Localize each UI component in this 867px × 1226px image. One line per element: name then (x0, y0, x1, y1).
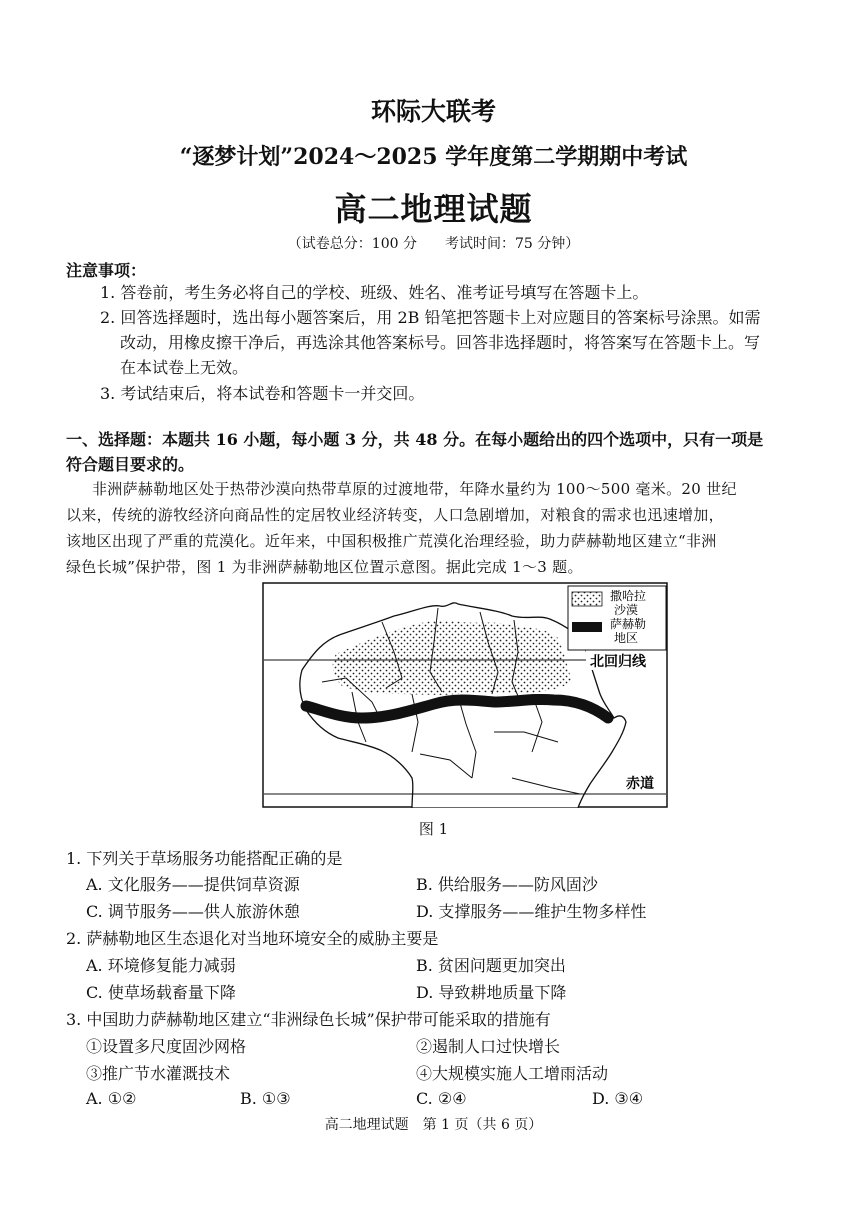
equator-label: 赤道 (626, 776, 654, 792)
q3-item-1: ①设置多尺度固沙网格 (86, 1037, 247, 1056)
q3-option-a: A. ①② (86, 1089, 137, 1108)
note-3: 3. 考试结束后，将本试卷和答题卡一并交回。 (100, 384, 425, 403)
q3-option-d: D. ③④ (592, 1089, 644, 1108)
passage-line-3: 该地区出现了严重的荒漠化。近年来，中国积极推广荒漠化治理经验，助力萨赫勒地区建立“非洲 (66, 532, 717, 550)
tropic-label: 北回归线 (590, 654, 646, 670)
section-heading-cont: 符合题目要求的。 (66, 455, 195, 474)
note-2-cont2: 在本试卷上无效。 (120, 358, 249, 377)
section-heading: 一、选择题：本题共 16 小题，每小题 3 分，共 48 分。在每小题给出的四个选项中，只有一项是 (66, 430, 764, 449)
q3-option-c: C. ②④ (416, 1089, 467, 1108)
q2-option-b: B. 贫困问题更加突出 (416, 956, 566, 975)
legend-sahel-label-1: 萨赫勒 (610, 617, 647, 631)
question-1-stem: 1. 下列关于草场服务功能搭配正确的是 (66, 849, 343, 868)
q1-option-c: C. 调节服务——供人旅游休憩 (86, 902, 300, 921)
notes-heading: 注意事项： (66, 261, 147, 280)
legend-desert-label-1: 撒哈拉 (610, 589, 647, 603)
map-legend (568, 586, 666, 650)
q2-option-d: D. 导致耕地质量下降 (416, 983, 567, 1002)
exam-meta: （试卷总分：100 分 考试时间：75 分钟） (287, 236, 580, 252)
exam-subtitle: “逐梦计划”2024～2025 学年度第二学期期中考试 (179, 144, 688, 170)
q3-item-2: ②遏制人口过快增长 (416, 1037, 561, 1056)
passage-line-1: 非洲萨赫勒地区处于热带沙漠向热带草原的过渡地带，年降水量约为 100～500 毫米。20 世纪 (92, 480, 737, 498)
q2-option-a: A. 环境修复能力减弱 (86, 956, 236, 975)
q3-item-4: ④大规模实施人工增雨活动 (416, 1064, 609, 1083)
legend-desert-label-2: 沙漠 (614, 603, 639, 617)
passage-line-4: 绿色长城”保护带，图 1 为非洲萨赫勒地区位置示意图。据此完成 1～3 题。 (66, 558, 583, 576)
sahel-map (262, 582, 668, 808)
note-2-cont: 改动，用橡皮擦干净后，再选涂其他答案标号。回答非选择题时，将答案写在答题卡上。写 (120, 333, 761, 352)
legend-sahel-swatch (572, 622, 602, 632)
q1-option-b: B. 供给服务——防风固沙 (416, 875, 598, 894)
page-footer: 高二地理试题 第 1 页（共 6 页） (324, 1117, 543, 1133)
passage-line-2: 以来，传统的游牧经济向商品性的定居牧业经济转变，人口急剧增加，对粮食的需求也迅速增加， (66, 506, 724, 524)
question-3-stem: 3. 中国助力萨赫勒地区建立“非洲绿色长城”保护带可能采取的措施有 (66, 1010, 551, 1029)
q1-option-a: A. 文化服务——提供饲草资源 (86, 875, 300, 894)
exam-union-title: 环际大联考 (370, 97, 496, 126)
note-2: 2. 回答选择题时，选出每小题答案后，用 2B 铅笔把答题卡上对应题目的答案标号涂黑。如需 (100, 308, 761, 327)
note-1: 1. 答卷前，考生务必将自己的学校、班级、姓名、准考证号填写在答题卡上。 (100, 283, 649, 302)
q3-item-3: ③推广节水灌溉技术 (86, 1064, 231, 1083)
q3-option-b: B. ①③ (240, 1089, 291, 1108)
question-2-stem: 2. 萨赫勒地区生态退化对当地环境安全的威胁主要是 (66, 929, 439, 948)
q2-option-c: C. 使草场载畜量下降 (86, 983, 236, 1002)
legend-desert-swatch (572, 592, 602, 606)
figure-caption: 图 1 (418, 820, 449, 838)
legend-sahel-label-2: 地区 (614, 631, 639, 645)
q1-option-d: D. 支撑服务——维护生物多样性 (416, 902, 647, 921)
page-title: 高二地理试题 (334, 190, 533, 228)
